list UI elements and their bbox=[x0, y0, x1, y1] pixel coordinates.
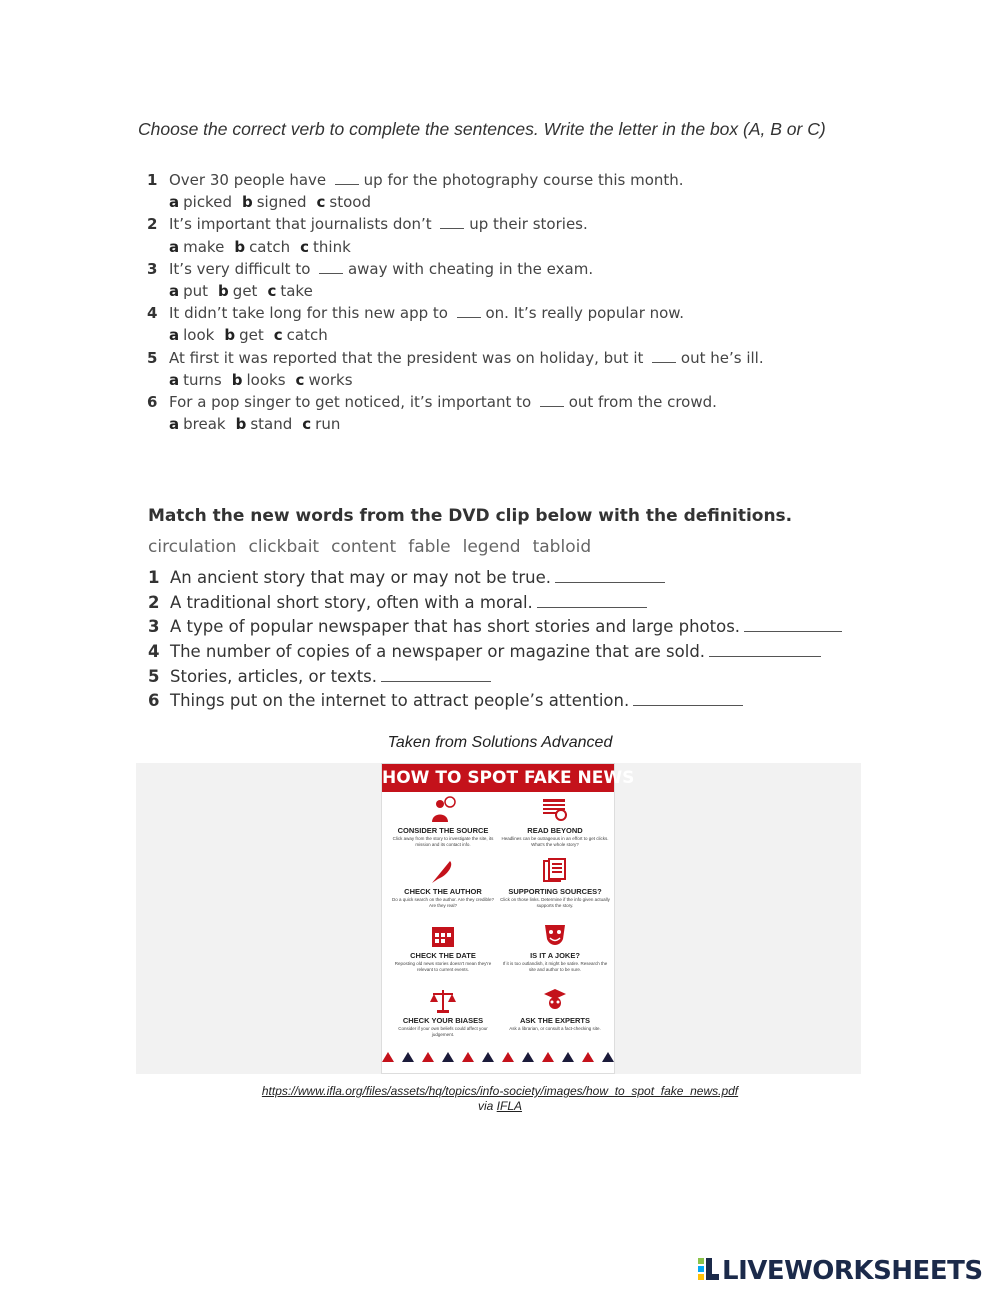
person-question-icon bbox=[428, 796, 458, 824]
option-letter: c bbox=[267, 281, 277, 300]
option-word: put bbox=[183, 281, 209, 300]
question-number: 2 bbox=[147, 215, 158, 234]
poster-title: HOW TO SPOT FAKE NEWS bbox=[382, 764, 614, 792]
question-text-start: It didn’t take long for this new app to bbox=[169, 304, 453, 323]
question-row bbox=[147, 302, 787, 324]
question-number: 1 bbox=[147, 171, 158, 189]
answer-blank[interactable] bbox=[335, 170, 359, 185]
definition-text: A traditional short story, often with a moral. bbox=[170, 592, 533, 612]
question-text-start: At first it was reported that the president was on holiday, but it bbox=[169, 348, 649, 367]
documents-icon bbox=[540, 857, 570, 885]
option-letter: b bbox=[234, 237, 246, 256]
poster-tip-description: If it is too outlandish, it might be satire. Research the site and author to be sure. bbox=[502, 961, 608, 972]
answer-blank[interactable] bbox=[319, 259, 343, 274]
word-bank-item: legend bbox=[462, 537, 521, 557]
answer-line[interactable] bbox=[555, 568, 665, 583]
options-row bbox=[147, 369, 787, 391]
mask-icon bbox=[540, 921, 570, 949]
option-letter: b bbox=[218, 281, 229, 300]
instructions: Choose the correct verb to complete the sentences. Write the letter in the box (A, B or C) bbox=[138, 119, 826, 139]
question-number: 3 bbox=[147, 259, 158, 278]
option-word: get bbox=[232, 281, 258, 300]
option-word: works bbox=[308, 370, 353, 389]
option-word: stood bbox=[329, 193, 371, 212]
option-word: make bbox=[183, 237, 225, 256]
definition-row bbox=[148, 566, 848, 591]
question-number: 6 bbox=[147, 392, 158, 411]
definition-text: Things put on the internet to attract people’s attention. bbox=[170, 691, 630, 711]
poster-tip-description: Click on those links. Determine if the info given actually supports the story. bbox=[500, 897, 610, 908]
scales-icon bbox=[428, 986, 458, 1014]
definitions-list bbox=[148, 566, 848, 714]
poster-tip bbox=[388, 921, 498, 973]
definition-number: 2 bbox=[148, 592, 160, 612]
ifla-link[interactable]: IFLA bbox=[496, 1099, 523, 1113]
definition-row bbox=[148, 689, 848, 714]
option-letter: a bbox=[169, 281, 180, 300]
option-word: signed bbox=[256, 193, 307, 212]
via-prefix: via bbox=[477, 1099, 497, 1113]
poster-tip-description: Headlines can be outrageous in an effort to get clicks. What's the whole story? bbox=[501, 836, 609, 847]
question-number: 4 bbox=[147, 304, 158, 323]
definition-number: 4 bbox=[148, 642, 160, 662]
option-letter: b bbox=[224, 326, 236, 345]
option-letter: c bbox=[300, 237, 310, 256]
word-bank-item: fable bbox=[408, 537, 451, 557]
definition-number: 6 bbox=[148, 691, 160, 711]
option-letter: b bbox=[241, 193, 253, 212]
option-word: take bbox=[280, 281, 313, 300]
answer-blank[interactable] bbox=[652, 348, 676, 363]
poster-tip-description: Ask a librarian, or consult a fact-checking site. bbox=[509, 1026, 601, 1031]
poster-tip-title: CHECK THE DATE bbox=[410, 951, 476, 960]
credit-text: Taken from Solutions Advanced bbox=[387, 734, 613, 751]
option-letter: a bbox=[169, 326, 180, 345]
question-row bbox=[147, 391, 787, 413]
option-letter: a bbox=[169, 193, 180, 212]
poster-border-triangles bbox=[382, 1052, 614, 1062]
question-text-start: For a pop singer to get noticed, it’s important to bbox=[169, 392, 536, 411]
question-text-end: up their stories. bbox=[464, 215, 588, 234]
question-text-start: It’s very difficult to bbox=[169, 259, 316, 278]
definition-row bbox=[148, 615, 848, 640]
options-row bbox=[147, 191, 787, 213]
poster-tip bbox=[500, 986, 610, 1032]
question-text-end: on. It’s really popular now. bbox=[480, 304, 684, 323]
definition-number: 5 bbox=[148, 666, 160, 686]
option-letter: b bbox=[231, 370, 243, 389]
definition-row bbox=[148, 665, 848, 690]
question-text-end: out from the crowd. bbox=[563, 392, 717, 411]
question-text-start: Over 30 people have bbox=[169, 171, 331, 189]
exercise-2-heading: Match the new words from the DVD clip below with the definitions. bbox=[148, 506, 793, 526]
question-row bbox=[147, 169, 787, 191]
definition-text: An ancient story that may or may not be true. bbox=[170, 568, 551, 587]
answer-line[interactable] bbox=[537, 593, 647, 608]
question-text-start: It’s important that journalists don’t bbox=[169, 215, 437, 234]
quill-icon bbox=[428, 857, 458, 885]
answer-line[interactable] bbox=[381, 667, 491, 682]
definition-row bbox=[148, 640, 848, 665]
graduate-icon bbox=[540, 986, 570, 1014]
definition-text: A type of popular newspaper that has short stories and large photos. bbox=[170, 617, 741, 637]
answer-line[interactable] bbox=[744, 617, 842, 632]
option-word: catch bbox=[286, 326, 328, 345]
poster-tip-title: CHECK YOUR BIASES bbox=[402, 1016, 484, 1025]
options-row bbox=[147, 236, 787, 258]
poster-tip-title: SUPPORTING SOURCES? bbox=[508, 887, 602, 896]
option-letter: c bbox=[316, 193, 326, 212]
calendar-icon bbox=[428, 921, 458, 949]
answer-line[interactable] bbox=[709, 642, 821, 657]
question-row bbox=[147, 258, 787, 280]
poster-tip-description: Reposting old news stories doesn't mean they're relevant to current events. bbox=[394, 961, 492, 972]
answer-blank[interactable] bbox=[457, 303, 481, 318]
option-letter: c bbox=[302, 415, 312, 434]
option-letter: c bbox=[295, 370, 305, 389]
option-letter: c bbox=[273, 326, 283, 345]
option-word: run bbox=[315, 415, 341, 434]
poster-tip bbox=[388, 796, 498, 848]
question-text-end: out he’s ill. bbox=[676, 348, 764, 367]
option-letter: a bbox=[169, 415, 180, 434]
poster-tip-title: IS IT A JOKE? bbox=[530, 951, 580, 960]
source-citation bbox=[0, 1084, 1000, 1114]
option-word: looks bbox=[246, 370, 286, 389]
word-bank bbox=[148, 537, 603, 557]
poster-tip-description: Consider if your own beliefs could affect your judgement. bbox=[398, 1026, 488, 1037]
question-row bbox=[147, 347, 787, 369]
definition-number: 3 bbox=[148, 617, 160, 637]
definition-number: 1 bbox=[148, 568, 160, 587]
word-bank-item: circulation bbox=[148, 537, 237, 557]
poster-tip-title: READ BEYOND bbox=[527, 826, 583, 835]
question-text-end: up for the photography course this month. bbox=[358, 171, 684, 189]
fake-news-poster bbox=[381, 763, 635, 1074]
option-word: picked bbox=[183, 193, 232, 212]
definition-row bbox=[148, 591, 848, 616]
poster-tip bbox=[500, 857, 610, 909]
word-bank-item: clickbait bbox=[248, 537, 320, 557]
option-word: stand bbox=[250, 415, 293, 434]
option-letter: a bbox=[169, 370, 180, 389]
poster-tip-title: ASK THE EXPERTS bbox=[519, 1016, 590, 1025]
option-word: think bbox=[313, 237, 351, 256]
options-row bbox=[147, 413, 787, 435]
newspaper-magnifier-icon bbox=[540, 796, 570, 824]
question-text-end: away with cheating in the exam. bbox=[343, 259, 594, 278]
word-bank-item: tabloid bbox=[532, 537, 592, 557]
option-word: look bbox=[183, 326, 215, 345]
poster-tip bbox=[500, 921, 610, 973]
option-word: turns bbox=[183, 370, 222, 389]
exercise-1 bbox=[147, 169, 787, 435]
option-word: catch bbox=[249, 237, 291, 256]
definition-text: Stories, articles, or texts. bbox=[170, 666, 378, 686]
poster-tip bbox=[500, 796, 610, 848]
options-row bbox=[147, 324, 787, 346]
option-letter: a bbox=[169, 237, 180, 256]
question-row bbox=[147, 213, 787, 235]
definition-text: The number of copies of a newspaper or magazine that are sold. bbox=[170, 642, 706, 662]
answer-blank[interactable] bbox=[540, 392, 564, 407]
options-row bbox=[147, 280, 787, 302]
option-word: break bbox=[183, 415, 226, 434]
question-number: 5 bbox=[147, 348, 158, 367]
liveworksheets-mark-icon bbox=[698, 1256, 720, 1282]
option-word: get bbox=[239, 326, 264, 345]
poster-tip-description: Do a quick search on the author. Are they credible? Are they real? bbox=[391, 897, 495, 908]
poster-tip-title: CHECK THE AUTHOR bbox=[404, 887, 482, 896]
answer-blank[interactable] bbox=[440, 214, 464, 229]
liveworksheets-logo[interactable] bbox=[698, 1256, 983, 1286]
word-bank-item: content bbox=[331, 537, 397, 557]
poster-tip bbox=[388, 986, 498, 1038]
answer-line[interactable] bbox=[633, 691, 743, 706]
source-link[interactable]: https://www.ifla.org/files/assets/hq/topics/info-society/images/how_to_spot_fake_news.pdf bbox=[261, 1084, 739, 1098]
option-letter: b bbox=[235, 415, 247, 434]
poster-tip-description: Click away from the story to investigate the site, its mission and its contact info. bbox=[392, 836, 494, 847]
poster-tip-title: CONSIDER THE SOURCE bbox=[397, 826, 489, 835]
poster-tip bbox=[388, 857, 498, 909]
logo-text: LIVEWORKSHEETS bbox=[722, 1256, 983, 1286]
